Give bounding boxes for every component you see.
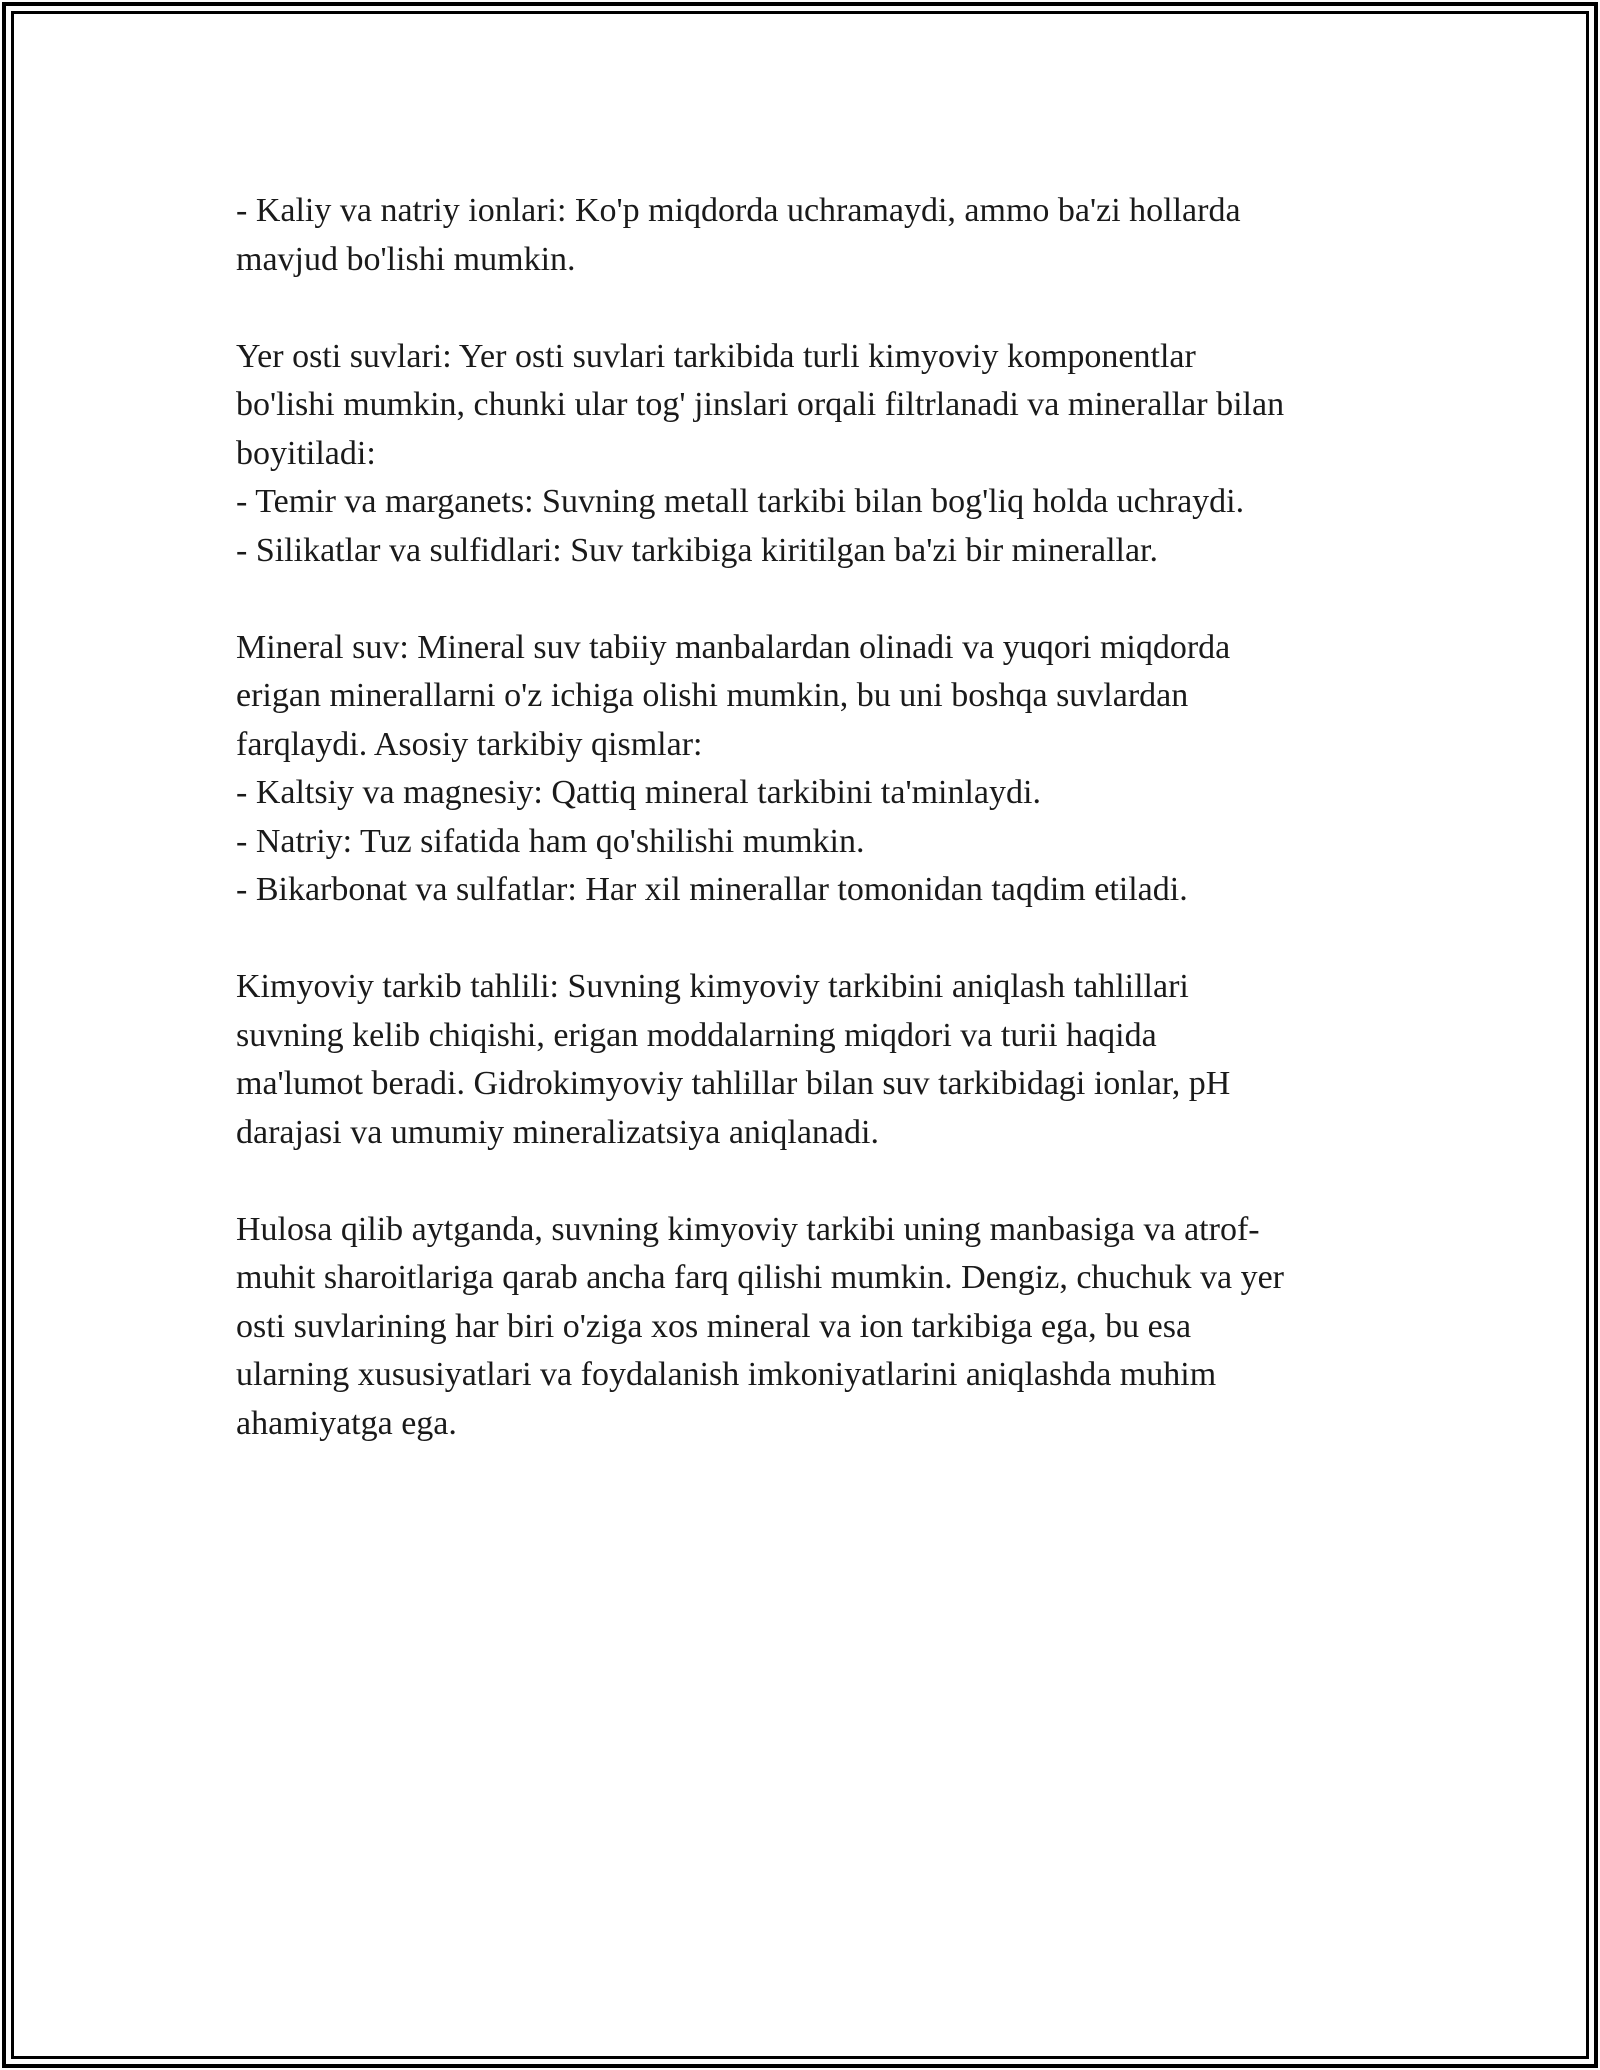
text-line: - Bikarbonat va sulfatlar: Har xil minerallar tomonidan taqdim etiladi. [236, 871, 1188, 908]
text-line: ma'lumot beradi. Gidrokimyoviy tahlillar bilan suv tarkibidagi ionlar, pH [236, 1065, 1231, 1102]
text-line: Mineral suv: Mineral suv tabiiy manbalardan olinadi va yuqori miqdorda [236, 628, 1231, 666]
text-line: muhit sharoitlariga qarab ancha farq qilishi mumkin. Dengiz, chuchuk va yer [236, 1259, 1285, 1296]
text-line: - Kaltsiy va magnesiy: Qattiq mineral tarkibini ta'minlaydi. [236, 774, 1041, 811]
text-line: - Natriy: Tuz sifatida ham qo'shilishi mumkin. [236, 822, 865, 860]
paragraph-potassium-sodium [236, 187, 1396, 284]
text-line: osti suvlarining har biri o'ziga xos mineral va ion tarkibiga ega, bu esa [236, 1307, 1192, 1345]
paragraph-chemical-analysis [236, 963, 1396, 1157]
text-line: suvning kelib chiqishi, erigan moddalarning miqdori va turii haqida [236, 1016, 1157, 1054]
paragraph-conclusion [236, 1206, 1396, 1449]
text-line: Hulosa qilib aytganda, suvning kimyoviy tarkibi uning manbasiga va atrof- [236, 1210, 1260, 1248]
text-line: bo'lishi mumkin, chunki ular tog' jinslari orqali filtrlanadi va minerallar bilan [236, 386, 1285, 423]
text-line: farqlaydi. Asosiy tarkibiy qismlar: [236, 725, 703, 763]
document-body [236, 187, 1396, 1497]
text-line: - Kaliy va natriy ionlari: Ko'p miqdorda uchramaydi, ammo ba'zi hollarda [236, 192, 1241, 229]
text-line: ularning xususiyatlari va foydalanish imkoniyatlarini aniqlashda muhim [236, 1356, 1217, 1393]
text-line: erigan minerallarni o'z ichiga olishi mumkin, bu uni boshqa suvlardan [236, 677, 1189, 714]
text-line: darajasi va umumiy mineralizatsiya aniqlanadi. [236, 1113, 879, 1151]
text-line: - Temir va marganets: Suvning metall tarkibi bilan bog'liq holda uchraydi. [236, 483, 1245, 520]
text-line: Yer osti suvlari: Yer osti suvlari tarkibida turli kimyoviy komponentlar [236, 337, 1196, 375]
text-line: - Silikatlar va sulfidlari: Suv tarkibiga kiritilgan ba'zi bir minerallar. [236, 531, 1159, 569]
text-line: mavjud bo'lishi mumkin. [236, 240, 576, 278]
paragraph-groundwater [236, 333, 1396, 576]
text-line: boyitiladi: [236, 434, 376, 472]
text-line: ahamiyatga ega. [236, 1404, 457, 1442]
text-line: Kimyoviy tarkib tahlili: Suvning kimyoviy tarkibini aniqlash tahlillari [236, 968, 1189, 1005]
paragraph-mineral-water [236, 624, 1396, 915]
